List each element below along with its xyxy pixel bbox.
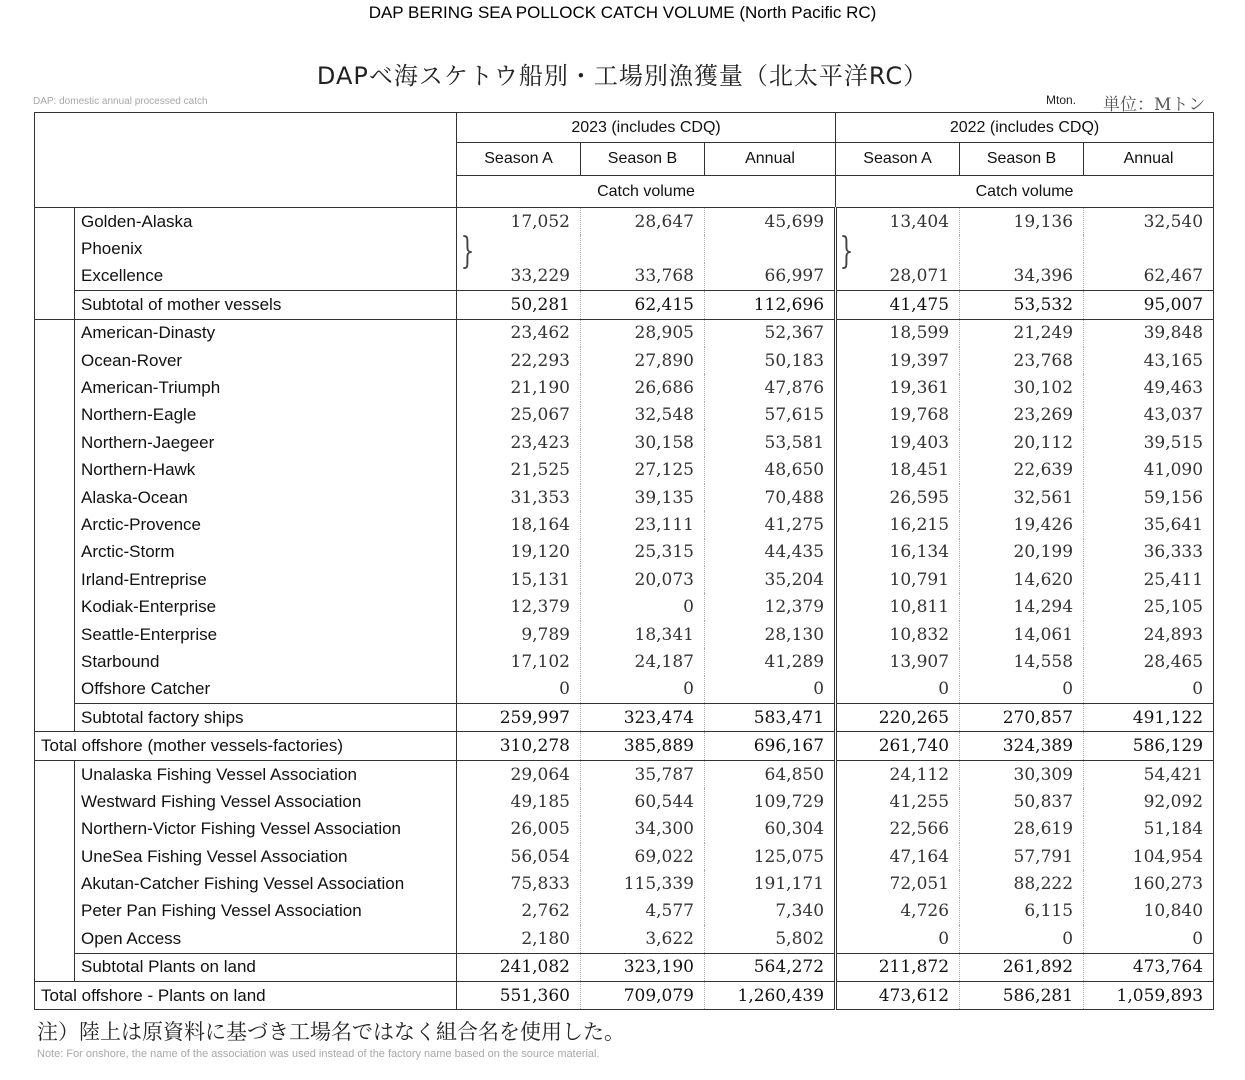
table-body (35, 208, 1214, 1010)
cell-value: 27,890 (581, 347, 705, 374)
cell-value: 18,451 (836, 457, 960, 484)
cell-value: 1,260,439 (705, 981, 836, 1009)
cell-value: 19,361 (836, 374, 960, 401)
cell-value: 385,889 (581, 732, 705, 760)
cell-value: 50,183 (705, 347, 836, 374)
cell-value: 324,389 (960, 732, 1084, 760)
cell-value: 24,112 (836, 760, 960, 788)
header-season-a-2023: Season A (457, 143, 581, 176)
cell-value: 56,054 (457, 843, 581, 870)
cell-value: 16,215 (836, 511, 960, 538)
cell-value: 32,540 (1084, 208, 1214, 236)
cell-value: 25,315 (581, 539, 705, 566)
table-row (35, 760, 1214, 788)
row-label: Seattle-Enterprise (75, 621, 457, 648)
cell-value: 270,857 (960, 704, 1084, 732)
cell-value: 28,465 (1084, 648, 1214, 675)
cell-value: 41,090 (1084, 457, 1214, 484)
cell-value: 211,872 (836, 953, 960, 981)
cell-value: 60,304 (705, 816, 836, 843)
cell-value: 25,411 (1084, 566, 1214, 593)
cell-value: 20,199 (960, 539, 1084, 566)
cell-value: 0 (836, 676, 960, 704)
cell-value: 50,281 (457, 291, 581, 319)
cell-value: 30,102 (960, 374, 1084, 401)
cell-value: 35,204 (705, 566, 836, 593)
table-row (35, 402, 1214, 429)
row-label: Unalaska Fishing Vessel Association (75, 760, 457, 788)
row-label: American-Triumph (75, 374, 457, 401)
cell-value: 7,340 (705, 898, 836, 925)
cell-value: 52,367 (705, 319, 836, 347)
cell-value: 23,768 (960, 347, 1084, 374)
cell-value: 0 (457, 676, 581, 704)
cell-value: 13,907 (836, 648, 960, 675)
cell-value: 41,475 (836, 291, 960, 319)
cell-value: 43,165 (1084, 347, 1214, 374)
row-label: Westward Fishing Vessel Association (75, 788, 457, 815)
table-row (35, 593, 1214, 620)
header-year-2022: 2022 (includes CDQ) (836, 113, 1214, 143)
unit-label-jp: 単位：Mトン (1103, 95, 1206, 115)
cell-value: 32,548 (581, 402, 705, 429)
row-label: Ocean-Rover (75, 347, 457, 374)
cell-value: 44,435 (705, 539, 836, 566)
row-label: Peter Pan Fishing Vessel Association (75, 898, 457, 925)
table-row (35, 319, 1214, 347)
cell-value: 95,007 (1084, 291, 1214, 319)
cell-value: 28,619 (960, 816, 1084, 843)
header-year-2023: 2023 (includes CDQ) (457, 113, 836, 143)
cell-value: 41,289 (705, 648, 836, 675)
cell-value: 0 (705, 676, 836, 704)
row-label: Arctic-Storm (75, 539, 457, 566)
cell-value: 241,082 (457, 953, 581, 981)
row-label: Alaska-Ocean (75, 484, 457, 511)
row-label: Akutan-Catcher Fishing Vessel Association (75, 870, 457, 897)
cell-value: 19,403 (836, 429, 960, 456)
cell-value: 583,471 (705, 704, 836, 732)
table-row (35, 925, 1214, 953)
cell-value: 47,876 (705, 374, 836, 401)
cell-value: 59,156 (1084, 484, 1214, 511)
cell-value: 35,787 (581, 760, 705, 788)
cell-value: 47,164 (836, 843, 960, 870)
cell-value: 14,061 (960, 621, 1084, 648)
cell-value (581, 235, 705, 262)
table-row (35, 816, 1214, 843)
cell-value: 220,265 (836, 704, 960, 732)
cell-value: 26,005 (457, 816, 581, 843)
cell-value: 26,595 (836, 484, 960, 511)
cell-value: 31,353 (457, 484, 581, 511)
row-label: Northern-Victor Fishing Vessel Association (75, 816, 457, 843)
cell-value: 0 (960, 925, 1084, 953)
cell-value: 22,293 (457, 347, 581, 374)
cell-value: 4,577 (581, 898, 705, 925)
cell-value: 48,650 (705, 457, 836, 484)
table-row (35, 484, 1214, 511)
cell-value: 23,269 (960, 402, 1084, 429)
cell-value: 49,185 (457, 788, 581, 815)
table-row (35, 539, 1214, 566)
cell-value: 30,309 (960, 760, 1084, 788)
cell-value: 33,768 (581, 263, 705, 291)
row-label: Subtotal Plants on land (75, 953, 457, 981)
dap-definition-note: DAP: domestic annual processed catch (33, 96, 208, 107)
cell-value: 14,620 (960, 566, 1084, 593)
cell-value: 25,105 (1084, 593, 1214, 620)
table-row (35, 291, 1214, 319)
header-annual-2022: Annual (1084, 143, 1214, 176)
row-label: Arctic-Provence (75, 511, 457, 538)
header-annual-2023: Annual (705, 143, 836, 176)
cell-value: 36,333 (1084, 539, 1214, 566)
cell-value: 20,073 (581, 566, 705, 593)
cell-value: 30,158 (581, 429, 705, 456)
cell-value: 41,275 (705, 511, 836, 538)
cell-value: 51,184 (1084, 816, 1214, 843)
cell-value: 25,067 (457, 402, 581, 429)
cell-value: 21,249 (960, 319, 1084, 347)
cell-value: 57,615 (705, 402, 836, 429)
cell-value: 21,190 (457, 374, 581, 401)
row-label: Kodiak-Enterprise (75, 593, 457, 620)
cell-value: 14,558 (960, 648, 1084, 675)
cell-value: 12,379 (705, 593, 836, 620)
cell-value: 69,022 (581, 843, 705, 870)
cell-value: 43,037 (1084, 402, 1214, 429)
cell-value: 72,051 (836, 870, 960, 897)
row-label: Phoenix (75, 235, 457, 262)
cell-value: 586,281 (960, 981, 1084, 1009)
cell-value: 10,832 (836, 621, 960, 648)
row-label: Open Access (75, 925, 457, 953)
cell-value: 0 (836, 925, 960, 953)
cell-value: 112,696 (705, 291, 836, 319)
row-label: Starbound (75, 648, 457, 675)
table-row (35, 621, 1214, 648)
page-title: DAP BERING SEA POLLOCK CATCH VOLUME (North Pacific RC) (368, 3, 877, 22)
cell-value: 24,187 (581, 648, 705, 675)
cell-value: 33,229 (457, 263, 581, 291)
table-row (35, 374, 1214, 401)
cell-value: 28,130 (705, 621, 836, 648)
cell-value: 5,802 (705, 925, 836, 953)
cell-value: 0 (960, 676, 1084, 704)
table-row (35, 648, 1214, 675)
cell-value: 259,997 (457, 704, 581, 732)
cell-value: 53,581 (705, 429, 836, 456)
table-row (35, 981, 1214, 1009)
cell-value: 54,421 (1084, 760, 1214, 788)
cell-value (1084, 235, 1214, 262)
cell-value: 15,131 (457, 566, 581, 593)
cell-value: 66,997 (705, 263, 836, 291)
cell-value: 19,120 (457, 539, 581, 566)
cell-value: 323,474 (581, 704, 705, 732)
cell-value: 104,954 (1084, 843, 1214, 870)
cell-value: 12,379 (457, 593, 581, 620)
cell-value (836, 235, 960, 262)
cell-value: 24,893 (1084, 621, 1214, 648)
table-row (35, 429, 1214, 456)
row-label: Irland-Entreprise (75, 566, 457, 593)
cell-value: 2,180 (457, 925, 581, 953)
footnote-en: Note: For onshore, the name of the association was used instead of the factory name based on the source material. (37, 1048, 600, 1060)
cell-value: 26,686 (581, 374, 705, 401)
header-season-b-2022: Season B (960, 143, 1084, 176)
cell-value: 39,515 (1084, 429, 1214, 456)
cell-value: 10,811 (836, 593, 960, 620)
table-row (35, 953, 1214, 981)
cell-value: 2,762 (457, 898, 581, 925)
cell-value: 88,222 (960, 870, 1084, 897)
cell-value: 586,129 (1084, 732, 1214, 760)
row-label: Total offshore - Plants on land (35, 981, 457, 1009)
table-row (35, 208, 1214, 236)
cell-value: 1,059,893 (1084, 981, 1214, 1009)
cell-value: 19,136 (960, 208, 1084, 236)
cell-value: 261,892 (960, 953, 1084, 981)
cell-value: 23,462 (457, 319, 581, 347)
row-label: Subtotal factory ships (75, 704, 457, 732)
header-catch-volume-2022: Catch volume (836, 176, 1214, 208)
brace-2022: } (839, 231, 854, 272)
cell-value: 16,134 (836, 539, 960, 566)
row-label: Offshore Catcher (75, 676, 457, 704)
cell-value: 39,848 (1084, 319, 1214, 347)
cell-value: 109,729 (705, 788, 836, 815)
cell-value: 60,544 (581, 788, 705, 815)
cell-value: 13,404 (836, 208, 960, 236)
cell-value: 62,467 (1084, 263, 1214, 291)
cell-value: 18,341 (581, 621, 705, 648)
cell-value: 261,740 (836, 732, 960, 760)
cell-value: 18,599 (836, 319, 960, 347)
table-row (35, 843, 1214, 870)
cell-value: 4,726 (836, 898, 960, 925)
cell-value: 10,791 (836, 566, 960, 593)
cell-value: 160,273 (1084, 870, 1214, 897)
row-label: Golden-Alaska (75, 208, 457, 236)
cell-value: 115,339 (581, 870, 705, 897)
table-row (35, 263, 1214, 291)
cell-value: 28,905 (581, 319, 705, 347)
cell-value: 551,360 (457, 981, 581, 1009)
cell-value: 19,397 (836, 347, 960, 374)
cell-value: 22,566 (836, 816, 960, 843)
header-season-a-2022: Season A (836, 143, 960, 176)
row-label: Excellence (75, 263, 457, 291)
cell-value: 29,064 (457, 760, 581, 788)
header-blank (35, 113, 457, 143)
cell-value: 49,463 (1084, 374, 1214, 401)
cell-value: 75,833 (457, 870, 581, 897)
row-label: Northern-Jaegeer (75, 429, 457, 456)
cell-value: 3,622 (581, 925, 705, 953)
table-row (35, 870, 1214, 897)
catch-volume-table (34, 112, 1214, 1010)
table-row (35, 732, 1214, 760)
cell-value: 21,525 (457, 457, 581, 484)
row-label: American-Dinasty (75, 319, 457, 347)
cell-value (705, 235, 836, 262)
row-label: UneSea Fishing Vessel Association (75, 843, 457, 870)
cell-value: 10,840 (1084, 898, 1214, 925)
cell-value: 70,488 (705, 484, 836, 511)
cell-value: 0 (581, 593, 705, 620)
cell-value: 23,111 (581, 511, 705, 538)
cell-value: 17,102 (457, 648, 581, 675)
cell-value: 6,115 (960, 898, 1084, 925)
cell-value: 473,764 (1084, 953, 1214, 981)
cell-value: 27,125 (581, 457, 705, 484)
table-row (35, 511, 1214, 538)
japanese-title: DAPベ海スケトウ船別・工場別漁獲量（北太平洋RC） (316, 62, 929, 90)
cell-value: 35,641 (1084, 511, 1214, 538)
cell-value (960, 235, 1084, 262)
row-label: Northern-Hawk (75, 457, 457, 484)
cell-value: 41,255 (836, 788, 960, 815)
cell-value: 92,092 (1084, 788, 1214, 815)
cell-value: 696,167 (705, 732, 836, 760)
cell-value: 64,850 (705, 760, 836, 788)
table-row (35, 235, 1214, 262)
cell-value: 57,791 (960, 843, 1084, 870)
row-label: Northern-Eagle (75, 402, 457, 429)
cell-value: 28,647 (581, 208, 705, 236)
table-row (35, 457, 1214, 484)
cell-value: 564,272 (705, 953, 836, 981)
cell-value: 17,052 (457, 208, 581, 236)
cell-value: 62,415 (581, 291, 705, 319)
cell-value: 191,171 (705, 870, 836, 897)
unit-label-en: Mton. (1046, 93, 1077, 107)
cell-value: 32,561 (960, 484, 1084, 511)
table-row (35, 566, 1214, 593)
header-catch-volume-2023: Catch volume (457, 176, 836, 208)
table-row (35, 898, 1214, 925)
cell-value: 0 (1084, 676, 1214, 704)
row-label: Total offshore (mother vessels-factories) (35, 732, 457, 760)
cell-value: 39,135 (581, 484, 705, 511)
cell-value: 34,300 (581, 816, 705, 843)
cell-value: 45,699 (705, 208, 836, 236)
cell-value: 0 (1084, 925, 1214, 953)
cell-value: 473,612 (836, 981, 960, 1009)
footnote-jp: 注）陸上は原資料に基づき工場名ではなく組合名を使用した。 (37, 1020, 625, 1044)
table-row (35, 788, 1214, 815)
cell-value: 19,426 (960, 511, 1084, 538)
table-row (35, 676, 1214, 704)
cell-value: 23,423 (457, 429, 581, 456)
cell-value: 53,532 (960, 291, 1084, 319)
cell-value: 9,789 (457, 621, 581, 648)
row-label: Subtotal of mother vessels (75, 291, 457, 319)
cell-value: 34,396 (960, 263, 1084, 291)
cell-value (457, 235, 581, 262)
cell-value: 14,294 (960, 593, 1084, 620)
cell-value: 310,278 (457, 732, 581, 760)
cell-value: 0 (581, 676, 705, 704)
cell-value: 50,837 (960, 788, 1084, 815)
header-season-b-2023: Season B (581, 143, 705, 176)
table-row (35, 347, 1214, 374)
cell-value: 18,164 (457, 511, 581, 538)
table-row (35, 704, 1214, 732)
cell-value: 491,122 (1084, 704, 1214, 732)
cell-value: 19,768 (836, 402, 960, 429)
cell-value: 709,079 (581, 981, 705, 1009)
cell-value: 323,190 (581, 953, 705, 981)
cell-value: 22,639 (960, 457, 1084, 484)
cell-value: 125,075 (705, 843, 836, 870)
cell-value: 28,071 (836, 263, 960, 291)
cell-value: 20,112 (960, 429, 1084, 456)
brace-2023: } (460, 231, 475, 272)
